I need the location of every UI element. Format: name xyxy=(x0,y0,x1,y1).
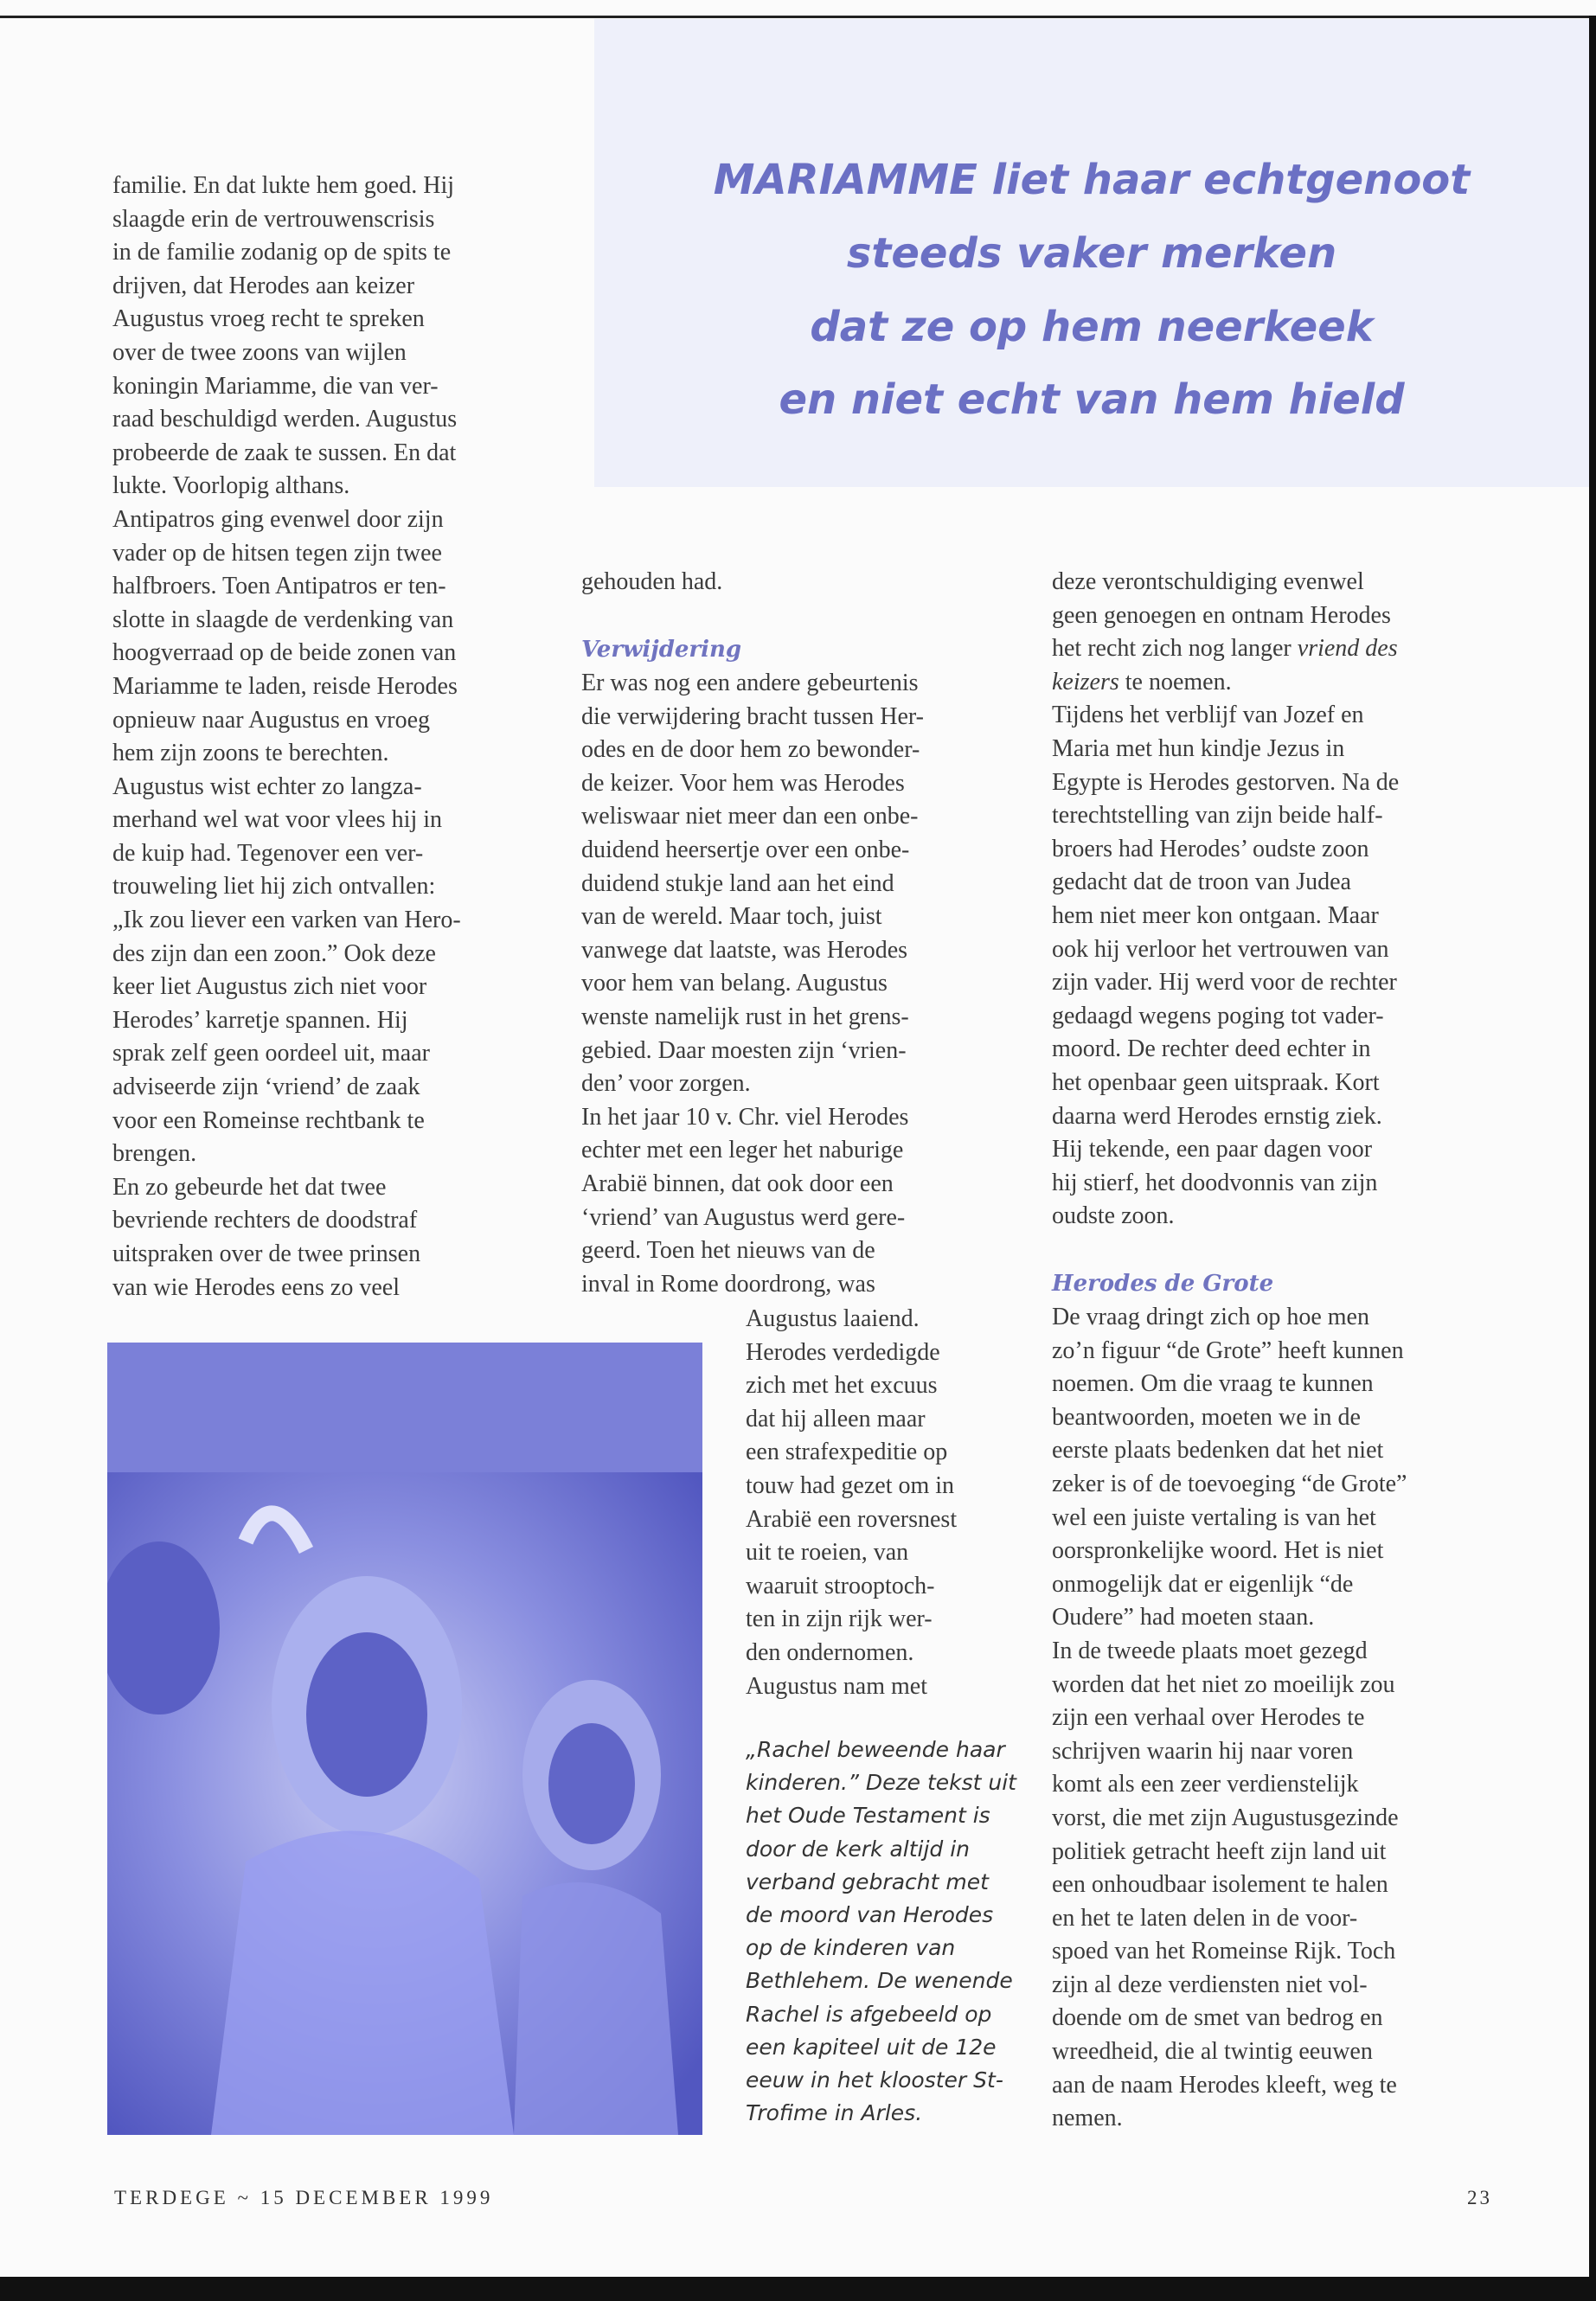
column-3-continued xyxy=(1052,1301,1407,2136)
text-line: merhand wel wat voor vlees hij in xyxy=(112,806,443,834)
italic-text: keizers xyxy=(1052,668,1119,695)
text-line: Antipatros ging evenwel door zijn xyxy=(112,505,444,533)
text-line: den’ voor zorgen. xyxy=(581,1070,751,1098)
publication-footer: TERDEGE ~ 15 DECEMBER 1999 xyxy=(114,2187,494,2208)
text-line: door de kerk altijd in xyxy=(746,1836,971,1862)
text-line: oorspronkelijke woord. Het is niet xyxy=(1052,1537,1384,1565)
text-line: adviseerde zijn ‘vriend’ de zaak xyxy=(112,1074,420,1101)
text-line: terechtstelling van zijn beide half- xyxy=(1052,802,1383,830)
text-line: ook hij verloor het vertrouwen van xyxy=(1052,935,1389,963)
text-line: trouweling liet hij zich ontvallen: xyxy=(112,873,436,901)
text-line: zich met het excuus xyxy=(746,1372,938,1400)
text-line: weliswaar niet meer dan een onbe- xyxy=(581,803,919,830)
text-line: geen genoegen en ontnam Herodes xyxy=(1052,601,1391,629)
text-line: Egypte is Herodes gestorven. Na de xyxy=(1052,768,1400,796)
text-line: Herodes’ karretje spannen. Hij xyxy=(112,1006,408,1034)
text-line: Augustus nam met xyxy=(746,1672,927,1700)
text-line: deze verontschuldiging evenwel xyxy=(1052,568,1364,595)
text-line: probeerde de zaak te sussen. En dat xyxy=(112,439,457,466)
text-line: een onhoudbaar isolement te halen xyxy=(1052,1871,1388,1899)
text-line: doende om de smet van bedrog en xyxy=(1052,2004,1383,2032)
text-line: in de familie zodanig op de spits te xyxy=(112,239,452,266)
text-line: Mariamme te laden, reisde Herodes xyxy=(112,672,458,700)
text-line: keer liet Augustus zich niet voor xyxy=(112,973,427,1001)
text-line: touw had gezet om in xyxy=(746,1471,955,1499)
text-line: halfbroers. Toen Antipatros er ten- xyxy=(112,573,446,600)
text-line: koningin Mariamme, die van ver- xyxy=(112,372,439,400)
text-line: die verwijdering bracht tussen Her- xyxy=(581,702,924,730)
text-line: slotte in slaagde de verdenking van xyxy=(112,606,454,633)
text-line: Augustus vroeg recht te spreken xyxy=(112,305,425,333)
text-line: odes en de door hem zo bewonder- xyxy=(581,736,920,764)
text-line: worden dat het niet zo moeilijk zou xyxy=(1052,1670,1395,1698)
text-line: nemen. xyxy=(1052,2105,1123,2132)
section-heading-herodes-de-grote: Herodes de Grote xyxy=(1052,1271,1274,1297)
text-line: vanwege dat laatste, was Herodes xyxy=(581,936,908,964)
text-line: komt als een zeer verdienstelijk xyxy=(1052,1771,1359,1798)
text-line: de kuip had. Tegenover een ver- xyxy=(112,839,424,867)
text-line: noemen. Om die vraag te kunnen xyxy=(1052,1370,1374,1398)
column-3 xyxy=(1052,566,1399,1234)
text-line: verband gebracht met xyxy=(746,1868,989,1894)
text-line: moord. De rechter deed echter in xyxy=(1052,1035,1371,1063)
column-2-wrapped xyxy=(746,1303,957,1703)
text-line: vorst, die met zijn Augustusgezinde xyxy=(1052,1804,1399,1831)
text-line: voor hem van belang. Augustus xyxy=(581,970,888,997)
text-line: Herodes verdedigde xyxy=(746,1338,940,1366)
text-line: hem niet meer kon ontgaan. Maar xyxy=(1052,901,1379,929)
text-line: zijn vader. Hij werd voor de rechter xyxy=(1052,969,1397,997)
text-line: echter met een leger het naburige xyxy=(581,1137,904,1164)
text-line: Trofime in Arles. xyxy=(746,2100,923,2126)
text-line: En zo gebeurde het dat twee xyxy=(112,1173,387,1201)
text-line: lukte. Voorlopig althans. xyxy=(112,472,350,500)
text-line: Oudere” had moeten staan. xyxy=(1052,1604,1315,1631)
text-line: des zijn dan een zoon.” Ook deze xyxy=(112,939,436,967)
text-line: raad beschuldigd werden. Augustus xyxy=(112,406,458,433)
text-line: gehouden had. xyxy=(581,568,723,595)
text-segment: het recht zich nog langer xyxy=(1052,635,1298,663)
text-line: zo’n figuur “de Grote” heeft kunnen xyxy=(1052,1336,1404,1364)
text-line: broers had Herodes’ oudste zoon xyxy=(1052,835,1369,862)
text-line: geerd. Toen het nieuws van de xyxy=(581,1237,875,1265)
text-line: dat hij alleen maar xyxy=(746,1405,926,1433)
page-number: 23 xyxy=(1467,2187,1492,2208)
text-line: wel een juiste vertaling is van het xyxy=(1052,1503,1376,1531)
text-line: eerste plaats bedenken dat het niet xyxy=(1052,1437,1384,1465)
text-line: een strafexpeditie op xyxy=(746,1439,948,1466)
text-line: Arabië binnen, dat ook door een xyxy=(581,1170,894,1197)
text-line: aan de naam Herodes kleeft, weg te xyxy=(1052,2071,1397,2099)
text-line: slaagde erin de vertrouwenscrisis xyxy=(112,205,435,233)
text-line: Tijdens het verblijf van Jozef en xyxy=(1052,702,1364,729)
text-line: „Rachel beweende haar xyxy=(746,1737,1005,1762)
text-line: politiek getracht heeft zijn land uit xyxy=(1052,1837,1387,1865)
text-line: Maria met hun kindje Jezus in xyxy=(1052,734,1345,762)
text-line: Augustus wist echter zo langza- xyxy=(112,772,422,800)
text-line: den ondernomen. xyxy=(746,1638,914,1666)
pull-quote-box xyxy=(594,19,1589,487)
column-1 xyxy=(112,170,461,1304)
text-line: hem zijn zoons te berechten. xyxy=(112,740,389,767)
text-line: duidend heersertje over een onbe- xyxy=(581,836,910,863)
column-2-lead xyxy=(581,566,722,599)
text-line: familie. En dat lukte hem goed. Hij xyxy=(112,172,455,199)
text-line: „Ik zou liever een varken van Hero- xyxy=(112,907,461,934)
text-line: en het te laten delen in de voor- xyxy=(1052,1904,1358,1932)
text-line: spoed van het Romeinse Rijk. Toch xyxy=(1052,1938,1396,1965)
text-line: van de wereld. Maar toch, juist xyxy=(581,903,882,931)
text-line: eeuw in het klooster St- xyxy=(746,2067,1003,2093)
text-line xyxy=(1052,632,1399,666)
text-line: In de tweede plaats moet gezegd xyxy=(1052,1637,1368,1664)
pull-quote-line: MARIAMME liet haar echtgenoot xyxy=(713,156,1471,204)
text-line: gedaagd wegens poging tot vader- xyxy=(1052,1002,1384,1029)
column-2 xyxy=(581,667,924,1301)
italic-text: vriend des xyxy=(1297,635,1398,663)
text-line: inval in Rome doordrong, was xyxy=(581,1270,875,1298)
text-line: het Oude Testament is xyxy=(746,1803,990,1829)
text-line: gebied. Daar moesten zijn ‘vrien- xyxy=(581,1036,907,1064)
section-heading-verwijdering: Verwijdering xyxy=(581,637,742,663)
text-line: wenste namelijk rust in het grens- xyxy=(581,1003,909,1030)
text-line: De vraag dringt zich op hoe men xyxy=(1052,1304,1369,1330)
text-line: ‘vriend’ van Augustus werd gere- xyxy=(581,1203,906,1231)
text-line: hij stierf, het doodvonnis van zijn xyxy=(1052,1169,1378,1196)
page-bottom-edge xyxy=(0,2277,1596,2301)
text-line: het openbaar geen uitspraak. Kort xyxy=(1052,1068,1380,1096)
text-line: beantwoorden, moeten we in de xyxy=(1052,1403,1361,1431)
pull-quote-line: dat ze op hem neerkeek xyxy=(810,303,1374,351)
text-line: wreedheid, die al twintig eeuwen xyxy=(1052,2038,1373,2066)
text-line: duidend stukje land aan het eind xyxy=(581,869,894,897)
text-line: schrijven waarin hij naar voren xyxy=(1052,1737,1354,1765)
text-segment: te noemen. xyxy=(1118,668,1232,695)
text-line: hoogverraad op de beide zonen van xyxy=(112,639,457,667)
text-line: op de kinderen van xyxy=(746,1935,956,1961)
text-line: sprak zelf geen oordeel uit, maar xyxy=(112,1040,430,1067)
text-line: Arabië een roversnest xyxy=(746,1505,958,1533)
text-line: brengen. xyxy=(112,1140,197,1168)
text-line: de keizer. Voor hem was Herodes xyxy=(581,769,905,797)
text-line: vader op de hitsen tegen zijn twee xyxy=(112,539,442,567)
page-right-edge xyxy=(1589,16,1596,2282)
pull-quote-line: steeds vaker merken xyxy=(846,229,1337,278)
text-line: van wie Herodes eens zo veel xyxy=(112,1273,400,1301)
page-top-edge xyxy=(0,16,1596,18)
text-line: ten in zijn rijk wer- xyxy=(746,1606,933,1633)
text-line: Rachel is afgebeeld op xyxy=(746,2001,992,2027)
text-line: zijn al deze verdiensten niet vol- xyxy=(1052,1971,1368,1998)
text-line: oudste zoon. xyxy=(1052,1202,1175,1230)
text-line: In het jaar 10 v. Chr. viel Herodes xyxy=(581,1103,909,1131)
text-line: onmogelijk dat er eigenlijk “de xyxy=(1052,1570,1354,1598)
text-line: Hij tekende, een paar dagen voor xyxy=(1052,1136,1373,1163)
text-line: bevriende rechters de doodstraf xyxy=(112,1207,418,1234)
text-line: daarna werd Herodes ernstig ziek. xyxy=(1052,1102,1382,1130)
text-line: Er was nog een andere gebeurtenis xyxy=(581,670,919,696)
text-line: zijn een verhaal over Herodes te xyxy=(1052,1704,1365,1732)
photo-caption xyxy=(746,1734,1016,2130)
text-line: zeker is of de toevoeging “de Grote” xyxy=(1052,1470,1407,1497)
text-line: kinderen.” Deze tekst uit xyxy=(746,1770,1016,1796)
pull-quote-line: en niet echt van hem hield xyxy=(779,375,1405,424)
text-line: opnieuw naar Augustus en vroeg xyxy=(112,706,431,734)
text-line: de moord van Herodes xyxy=(746,1901,994,1927)
text-line: uitspraken over de twee prinsen xyxy=(112,1240,421,1267)
text-line: gedacht dat de troon van Judea xyxy=(1052,868,1351,896)
text-line xyxy=(1052,666,1399,700)
text-line: drijven, dat Herodes aan keizer xyxy=(112,272,415,299)
text-line: Augustus laaiend. xyxy=(746,1305,920,1332)
text-line: een kapiteel uit de 12e xyxy=(746,2034,997,2060)
rachel-capital-photo xyxy=(107,1343,702,2135)
text-line: over de twee zoons van wijlen xyxy=(112,338,407,366)
text-line: Bethlehem. De wenende xyxy=(746,1968,1013,1994)
text-line: waaruit strooptoch- xyxy=(746,1572,935,1599)
text-line: voor een Romeinse rechtbank te xyxy=(112,1106,425,1134)
text-line: uit te roeien, van xyxy=(746,1539,909,1567)
